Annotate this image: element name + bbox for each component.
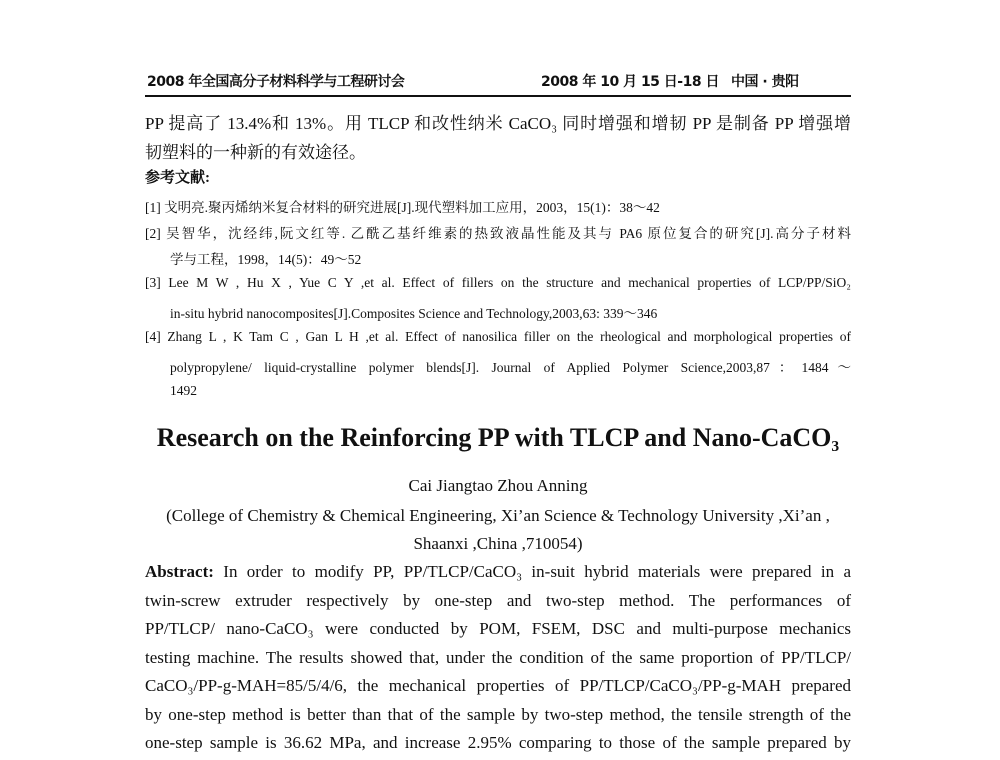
reference-item-cont: in-situ hybrid nanocomposites[J].Composites Science and Technology,2003,63: 339～346 [170, 306, 658, 321]
header-conference: 2008 年全国高分子材料科学与工程研讨会 [147, 74, 405, 90]
conclusion-line: 韧塑料的一种新的有效途径。 [145, 143, 366, 162]
conclusion-line: PP 提高了 13.4%和 13%。用 TLCP 和改性纳米 CaCO₃ 同时增强和增韧 PP 是制备 PP 增强增 [145, 114, 851, 133]
english-title: Research on the Reinforcing PP with TLCP and Nano-CaCO₃ [156, 423, 840, 452]
affiliation: (College of Chemistry & Chemical Engineering, Xi’an Science & Technology University ,Xi’an , [166, 506, 830, 525]
abstract-line: CaCO₃/PP-g-MAH=85/5/4/6, the mechanical properties of PP/TLCP/CaCO₃/PP-g-MAH prepared [145, 676, 851, 695]
header-rule [145, 95, 851, 97]
reference-item-cont: polypropylene/ liquid-crystalline polymer blends[J]. Journal of Applied Polymer Science,2003,87：1484～ [170, 360, 851, 375]
abstract-line: by one-step method is better than that of the sample by two-step method, the tensile strength of the [145, 705, 851, 724]
references-heading: 参考文献: [145, 170, 210, 186]
reference-item: [1] 戈明亮.聚丙烯纳米复合材料的研究进展[J].现代塑料加工应用，2003，15(1)：38～42 [145, 200, 660, 215]
affiliation: Shaanxi ,China ,710054) [413, 534, 583, 553]
abstract-line: In order to modify PP, PP/TLCP/CaCO₃ in-suit hybrid materials were prepared in a [213, 562, 851, 581]
abstract-line: PP/TLCP/ nano-CaCO₃ were conducted by POM, FSEM, DSC and multi-purpose mechanics [145, 619, 851, 638]
reference-item: [4] Zhang L , K Tam C , Gan L H ,et al. Effect of nanosilica filler on the rheological and morphological properties of [145, 329, 851, 344]
abstract-line: testing machine. The results showed that, under the condition of the same proportion of PP/TLCP/ [145, 648, 851, 667]
abstract-line: twin-screw extruder respectively by one-step and two-step method. The performances of [145, 591, 851, 610]
abstract-line: one-step sample is 36.62 MPa, and increase 2.95% comparing to those of the sample prepared by [145, 733, 851, 752]
reference-item: [3] Lee M W , Hu X , Yue C Y ,et al. Effect of fillers on the structure and mechanical properties of LCP/PP/SiO₂ [145, 275, 851, 290]
header-dates: 2008 年 10 月 15 日-18 日 [541, 74, 719, 90]
reference-item-cont: 1492 [170, 383, 197, 398]
authors: Cai Jiangtao Zhou Anning [408, 476, 588, 495]
abstract-label: Abstract: [145, 562, 214, 581]
header-location: 中国 · 贵阳 [731, 74, 799, 90]
reference-item: [2] 吴智华，沈经纬,阮文红等. 乙酰乙基纤维素的热致液晶性能及其与 PA6 原位复合的研究[J].高分子材料 [145, 226, 851, 241]
reference-item-cont: 学与工程，1998，14(5)：49～52 [170, 252, 362, 267]
